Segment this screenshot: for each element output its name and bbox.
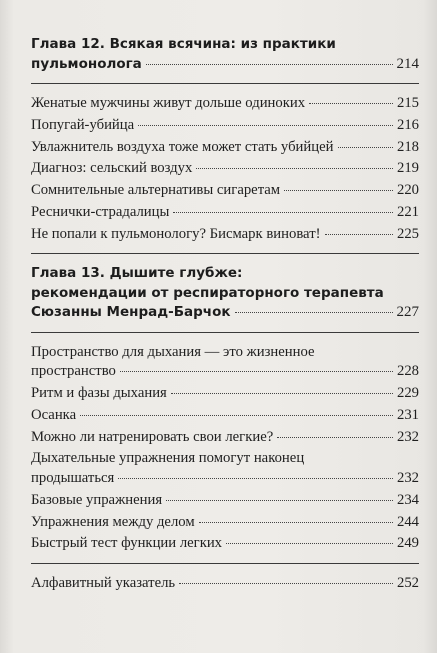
leader-dots — [166, 500, 393, 501]
toc-entry — [31, 449, 419, 488]
toc-entry-title: Женатые мужчины живут дольше одиноких — [31, 95, 306, 111]
toc-entry-page: 234 — [396, 491, 419, 508]
toc-entry-page: 218 — [396, 138, 419, 155]
leader-dots — [80, 415, 393, 416]
toc-entry — [31, 491, 419, 511]
toc-entry-title: Увлажнитель воздуха тоже может стать убийцей — [31, 138, 334, 155]
leader-dots — [284, 190, 393, 191]
toc-entry-title: Диагноз: сельский воздух — [31, 160, 193, 177]
toc-entry — [31, 406, 419, 426]
toc-entry-title: Базовые упражнения — [31, 491, 163, 508]
leader-dots — [173, 212, 393, 213]
leader-dots — [120, 371, 393, 372]
toc-entry — [31, 94, 419, 114]
toc-entry — [31, 384, 419, 404]
toc-entry-title: Упражнения между делом — [31, 513, 195, 530]
toc-entry — [31, 181, 419, 201]
chapter-13-page-number: 227 — [396, 304, 419, 321]
leader-dots — [235, 312, 393, 313]
toc-entry — [31, 116, 419, 136]
toc-entry-page: 229 — [396, 385, 419, 402]
toc-entry-page: 232 — [396, 469, 419, 486]
leader-dots — [138, 125, 393, 126]
toc-entry — [31, 203, 419, 223]
toc-entry-title: Можно ли натренировать свои легкие? — [31, 428, 274, 445]
chapter-13-title-line-3: Сюзанны Менрад-Барчок — [31, 304, 231, 321]
section-divider — [31, 332, 419, 333]
leader-dots — [146, 64, 393, 65]
chapter-12-heading — [31, 35, 419, 74]
leader-dots — [309, 103, 393, 104]
section-divider — [31, 253, 419, 254]
section-divider — [31, 563, 419, 564]
toc-entry-page: 215 — [396, 95, 419, 111]
toc-entry-title: Осанка — [31, 406, 77, 423]
toc-entry — [31, 138, 419, 158]
chapter-12-title-line-1: Глава 12. Всякая всячина: из практики — [31, 36, 336, 52]
leader-dots — [226, 543, 393, 544]
toc-entry-page: 219 — [396, 160, 419, 177]
chapter-13-title-line-2: рекомендации от респираторного терапевта — [31, 284, 384, 301]
leader-dots — [325, 234, 393, 235]
index-entry-page: 252 — [396, 574, 419, 591]
leader-dots — [171, 393, 393, 394]
leader-dots — [196, 168, 393, 169]
toc-entry-page: 228 — [396, 363, 419, 380]
toc-entry-page: 249 — [396, 535, 419, 552]
index-entry — [31, 574, 419, 594]
toc-entry — [31, 534, 419, 554]
index-entry-title: Алфавитный указатель — [31, 574, 176, 591]
chapter-13-heading — [31, 264, 419, 323]
leader-dots — [118, 478, 393, 479]
chapter-12-page-number: 214 — [396, 55, 419, 72]
toc-entry-page: 216 — [396, 116, 419, 133]
section-divider — [31, 83, 419, 84]
leader-dots — [338, 147, 393, 148]
toc-entry-title: Быстрый тест функции легких — [31, 535, 223, 552]
toc-entry-page: 221 — [396, 203, 419, 220]
toc-entry-page: 225 — [396, 225, 419, 242]
toc-entry — [31, 428, 419, 448]
toc-entry-title: Не попали к пульмонологу? Бисмарк виноват! — [31, 225, 321, 242]
toc-entry-title: Реснички-страдалицы — [31, 203, 170, 220]
toc-entry-title: Дыхательные упражнения помогут наконец — [31, 450, 305, 467]
toc-entry-title: Сомнительные альтернативы сигаретам — [31, 182, 281, 199]
table-of-contents — [31, 35, 419, 596]
toc-entry-page: 244 — [396, 513, 419, 530]
toc-entry — [31, 159, 419, 179]
toc-entry-title-continued: пространство — [31, 363, 116, 380]
chapter-12-title-line-2: пульмонолога — [31, 55, 142, 72]
toc-entry — [31, 225, 419, 245]
toc-entry — [31, 343, 419, 382]
toc-entry-title-continued: продышаться — [31, 469, 115, 486]
leader-dots — [277, 437, 393, 438]
leader-dots — [199, 522, 393, 523]
toc-entry-title: Попугай-убийца — [31, 116, 135, 133]
toc-entry-page: 231 — [396, 406, 419, 423]
toc-entry-page: 220 — [396, 182, 419, 199]
toc-entry-title: Пространство для дыхания — это жизненное — [31, 343, 315, 360]
toc-entry — [31, 513, 419, 533]
chapter-13-title-line-1: Глава 13. Дышите глубже: — [31, 265, 243, 282]
leader-dots — [179, 583, 393, 584]
toc-entry-page: 232 — [396, 428, 419, 445]
toc-entry-title: Ритм и фазы дыхания — [31, 385, 167, 402]
